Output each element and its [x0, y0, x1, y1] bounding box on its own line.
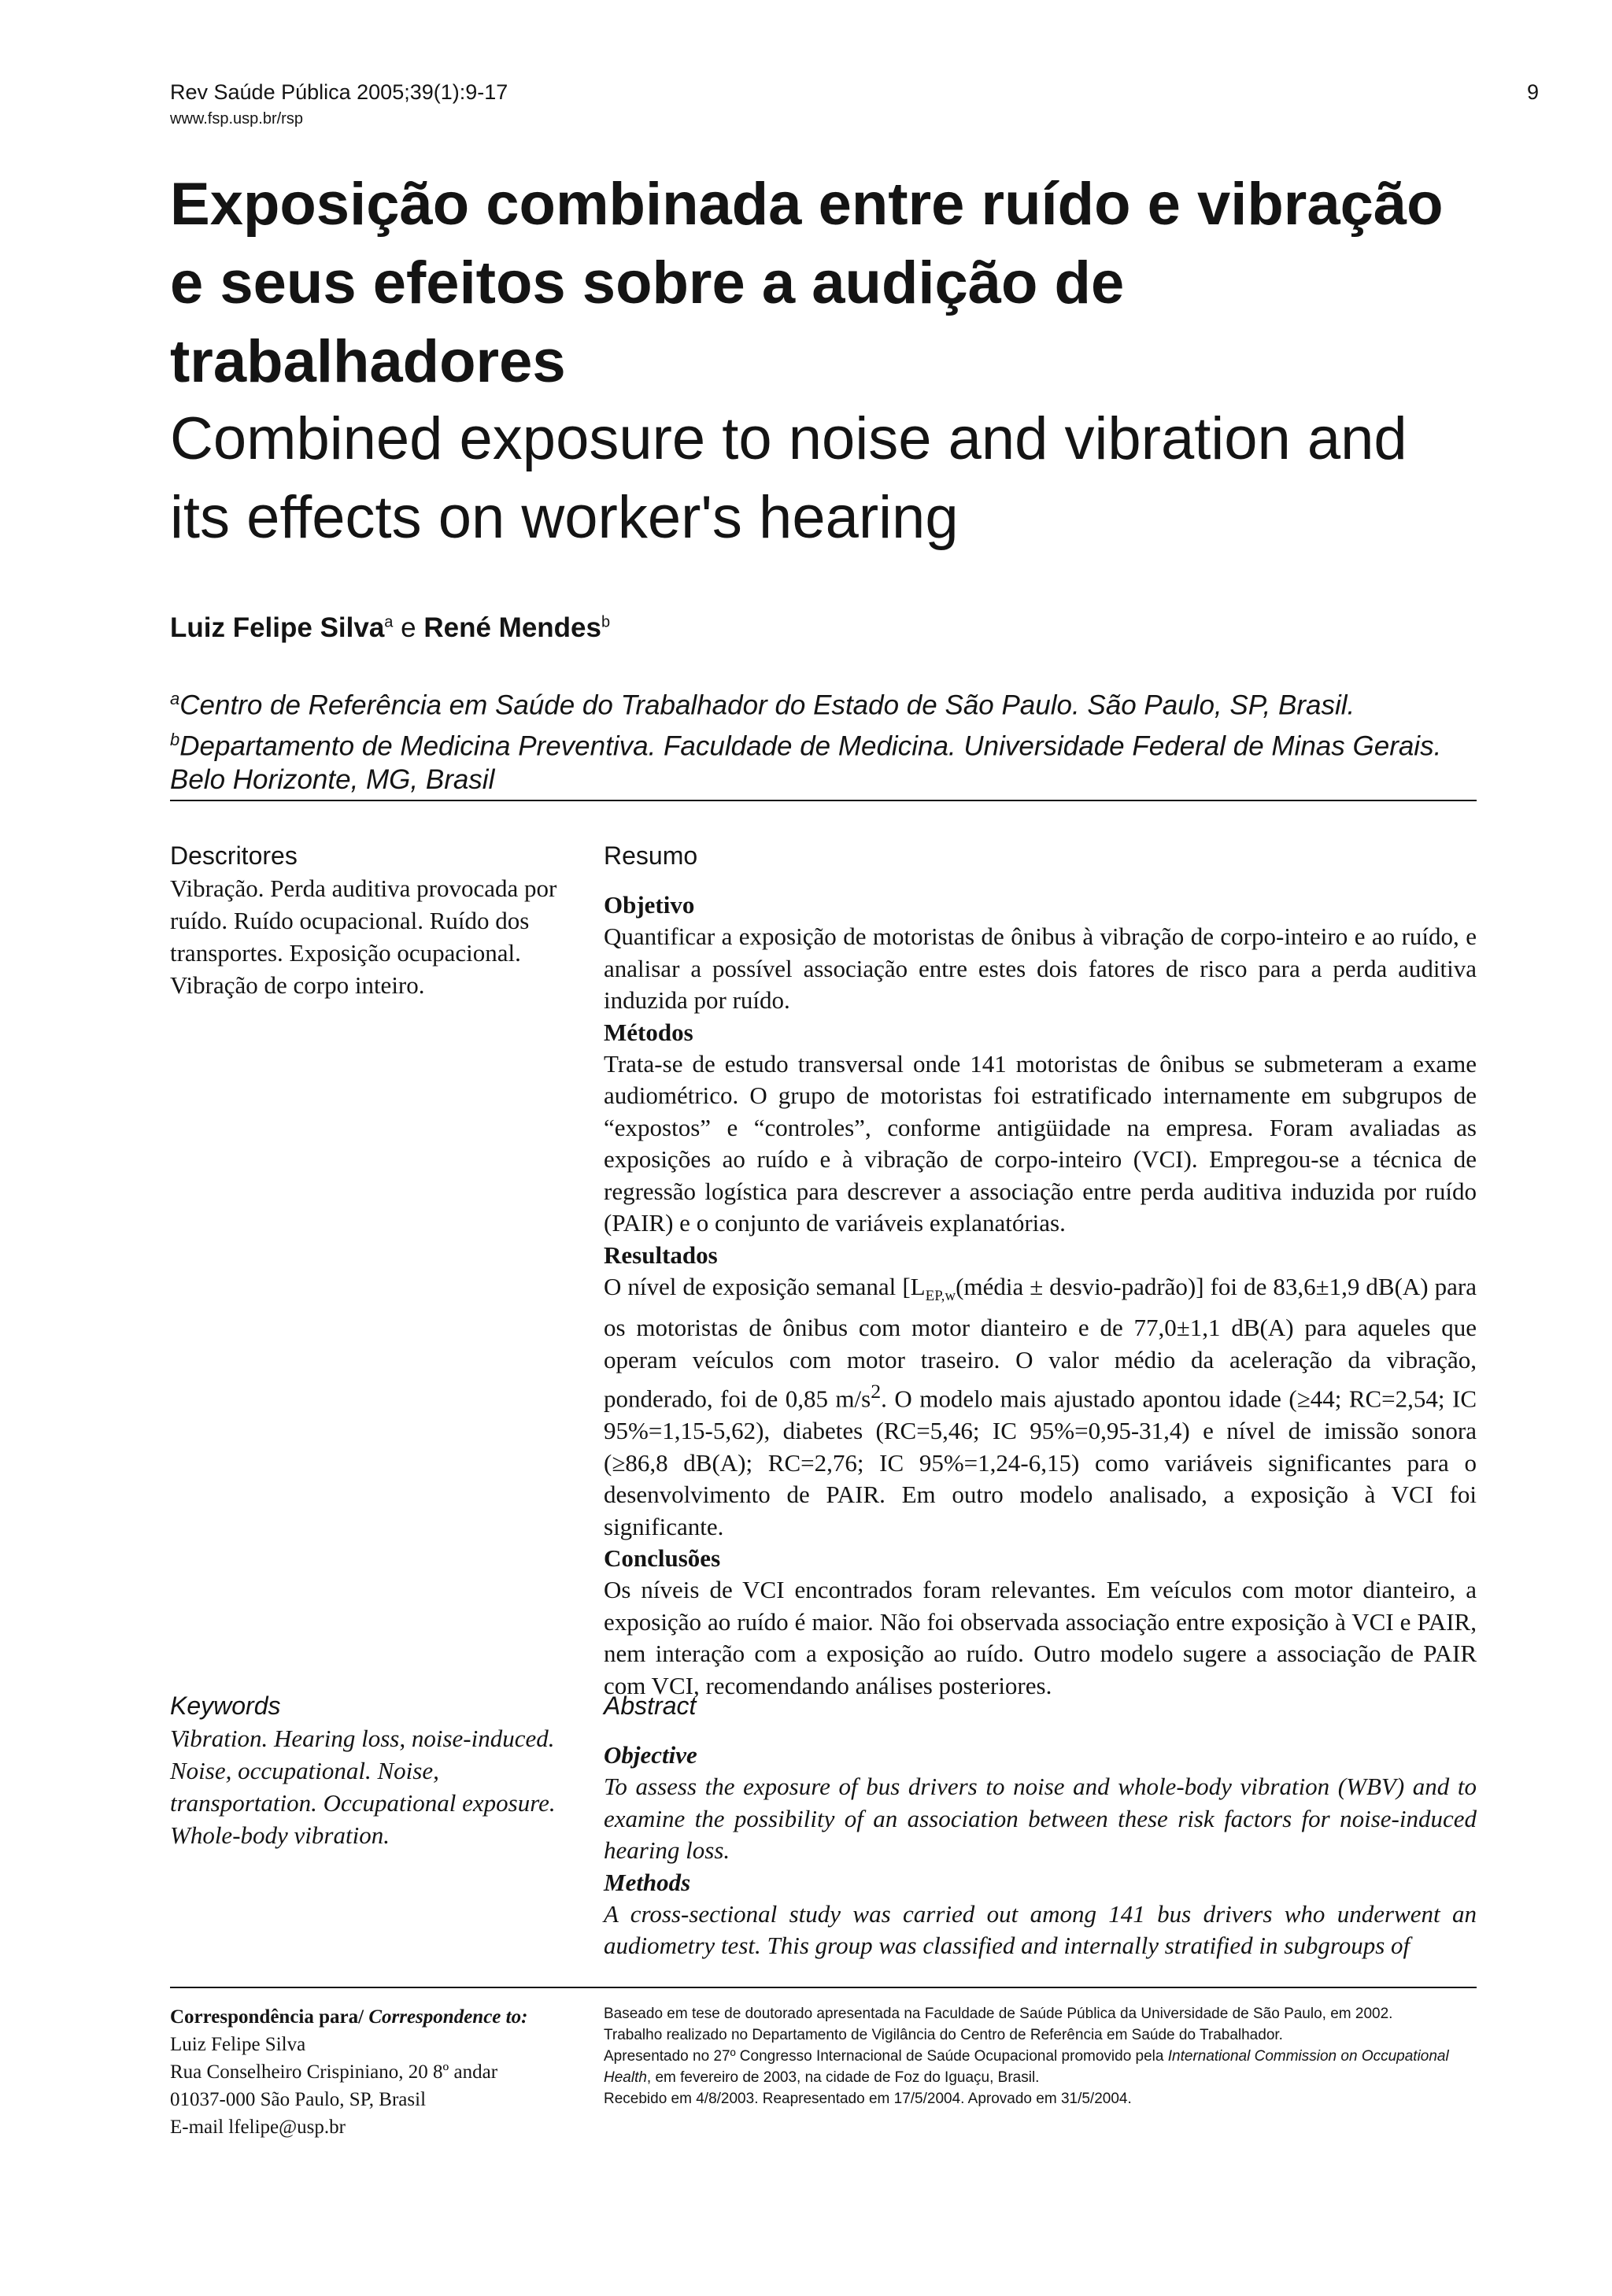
objective-heading: Objective: [604, 1741, 697, 1769]
footnote-3-italic: International Commission on Occupational Health: [604, 2048, 1449, 2086]
affiliation-b-text: Departamento de Medicina Preventiva. Faculdade de Medicina. Universidade Federal de Minas Gerais. Belo Horizonte, MG, Brasil: [170, 730, 1442, 796]
abstract-section: [604, 1689, 1477, 1962]
descritores-heading: Descritores: [170, 841, 298, 870]
title-pt-line-1: Exposição combinada entre ruído e vibração: [170, 171, 1444, 238]
page-number: 9: [1527, 80, 1540, 104]
resultados-superscript: 2: [871, 1380, 882, 1403]
title-portuguese: [170, 165, 1524, 401]
resultados-text-post: . O modelo mais ajustado apontou idade (≥44; RC=2,54; IC 95%=1,15-5,62), diabetes (RC=5,46; IC 95%=0,95-31,4) e nível de imissão sonora (≥86,8 dB(A); RC=2,76; IC 95%=1,24-6,15) como variáveis significantes para o desenvolvimento de PAIR. Em outro modelo analisado, a exposição à VCI foi significante.: [604, 1385, 1477, 1540]
keywords-text: Vibration. Hearing loss, noise-induced. Noise, occupational. Noise, transportation. Occupational exposure. Whole-body vibration.: [170, 1725, 556, 1849]
descritores-text: Vibração. Perda auditiva provocada por ruído. Ruído ocupacional. Ruído dos transportes. Exposição ocupacional. Vibração de corpo inteiro.: [170, 874, 557, 999]
affiliations: [170, 682, 1492, 797]
title-english: [170, 400, 1524, 557]
methods-heading: Methods: [604, 1868, 691, 1896]
objetivo-text: Quantificar a exposição de motoristas de ônibus à vibração de corpo-inteiro e ao ruído, e analisar a possível associação entre estes dois fatores de risco para a perda auditiva induzida por ruído.: [604, 922, 1477, 1014]
author-1-name: Luiz Felipe Silva: [170, 612, 385, 643]
title-pt-line-3: trabalhadores: [170, 328, 566, 395]
resumo-section: [604, 839, 1477, 1702]
resultados-heading: Resultados: [604, 1240, 718, 1269]
correspondence-name: Luiz Felipe Silva: [170, 2034, 306, 2055]
affiliation-a-sup: a: [170, 689, 180, 708]
objective-text: To assess the exposure of bus drivers to noise and whole-body vibration (WBV) and to examine the possibility of an association between these risk factors for noise-induced hearing loss.: [604, 1773, 1477, 1864]
footnote-3-pre: Apresentado no 27º Congresso Internacional de Saúde Ocupacional promovido pela: [604, 2048, 1168, 2065]
affiliation-b-sup: b: [170, 729, 180, 749]
correspondence-email: E-mail lfelipe@usp.br: [170, 2117, 346, 2138]
resultados-text: [604, 1271, 1477, 1544]
footnotes-block: [604, 2003, 1477, 2109]
keywords-heading: Keywords: [170, 1691, 281, 1720]
footnote-3: [604, 2046, 1477, 2088]
footnote-4: Recebido em 4/8/2003. Reapresentado em 17/5/2004. Aprovado em 31/5/2004.: [604, 2091, 1132, 2107]
methods-text: A cross-sectional study was carried out among 141 bus drivers who underwent an audiometry test. This group was classified and internally stratified in subgroups of: [604, 1899, 1477, 1959]
keywords-section: [170, 1689, 581, 1851]
footnote-3-post: , em fevereiro de 2003, na cidade de Foz do Iguaçu, Brasil.: [646, 2069, 1040, 2086]
affiliation-a-text: Centro de Referência em Saúde do Trabalhador do Estado de São Paulo. São Paulo, SP, Brasil.: [179, 690, 1355, 721]
correspondence-heading: [170, 2003, 587, 2031]
author-1-sup: a: [384, 613, 394, 631]
title-en-line-1: Combined exposure to noise and vibration and: [170, 405, 1407, 472]
resultados-subscript: EP,w: [925, 1287, 956, 1304]
correspondence-heading-en: Correspondence to:: [368, 2006, 528, 2028]
resumo-heading: Resumo: [604, 841, 698, 870]
descritores-section: [170, 839, 581, 1001]
abstract-heading: Abstract: [604, 1691, 697, 1720]
metodos-heading: Métodos: [604, 1018, 693, 1046]
title-pt-line-2: e seus efeitos sobre a audição de: [170, 250, 1125, 316]
author-list: [170, 612, 610, 644]
conclusoes-text: Os níveis de VCI encontrados foram relevantes. Em veículos com motor dianteiro, a exposição ao ruído é maior. Não foi observada associação entre exposição à VCI e PAIR, nem interação com a exposição ao ruído. Outro modelo sugere a associação de PAIR com VCI, recomendando análises posteriores.: [604, 1576, 1477, 1699]
resultados-text-pre: O nível de exposição semanal [L: [604, 1272, 926, 1300]
correspondence-city: 01037-000 São Paulo, SP, Brasil: [170, 2089, 427, 2110]
top-divider: [170, 800, 1477, 801]
footer-divider: [170, 1987, 1477, 1988]
author-conjunction: e: [401, 612, 416, 643]
affiliation-b: [170, 723, 1492, 797]
journal-url: www.fsp.usp.br/rsp: [170, 110, 303, 128]
correspondence-heading-pt: Correspondência para/: [170, 2006, 364, 2028]
journal-citation: Rev Saúde Pública 2005;39(1):9-17: [170, 80, 508, 104]
affiliation-a: [170, 682, 1492, 723]
conclusoes-heading: Conclusões: [604, 1544, 721, 1573]
title-en-line-2: its effects on worker's hearing: [170, 484, 959, 551]
correspondence-block: [170, 2003, 587, 2141]
objetivo-heading: Objetivo: [604, 891, 695, 919]
correspondence-street: Rua Conselheiro Crispiniano, 20 8º andar: [170, 2061, 498, 2083]
footnote-2: Trabalho realizado no Departamento de Vigilância do Centro de Referência em Saúde do Trabalhador.: [604, 2027, 1283, 2043]
author-2-name: René Mendes: [423, 612, 601, 643]
resultados-text-mid: (média ± desvio-padrão)] foi de 83,6±1,9 dB(A) para os motoristas de ônibus com motor dianteiro e de 77,0±1,1 dB(A) para aqueles que operam veículos com motor traseiro. O valor médio da aceleração da vibração, ponderado, foi de 0,85 m/s: [604, 1272, 1477, 1413]
author-2-sup: b: [601, 613, 611, 631]
footnote-1: Baseado em tese de doutorado apresentada na Faculdade de Saúde Pública da Universidade de São Paulo, em 2002.: [604, 2006, 1393, 2022]
metodos-text: Trata-se de estudo transversal onde 141 motoristas de ônibus se submeteram a exame audiométrico. O grupo de motoristas foi estratificado internamente em subgrupos de “expostos” e “controles”, conforme antigüidade na empresa. Foram avaliadas as exposições ao ruído e à vibração de corpo-inteiro (VCI). Empregou-se a técnica de regressão logística para descrever a associação entre perda auditiva induzida por ruído (PAIR) e o conjunto de variáveis explanatórias.: [604, 1049, 1477, 1237]
